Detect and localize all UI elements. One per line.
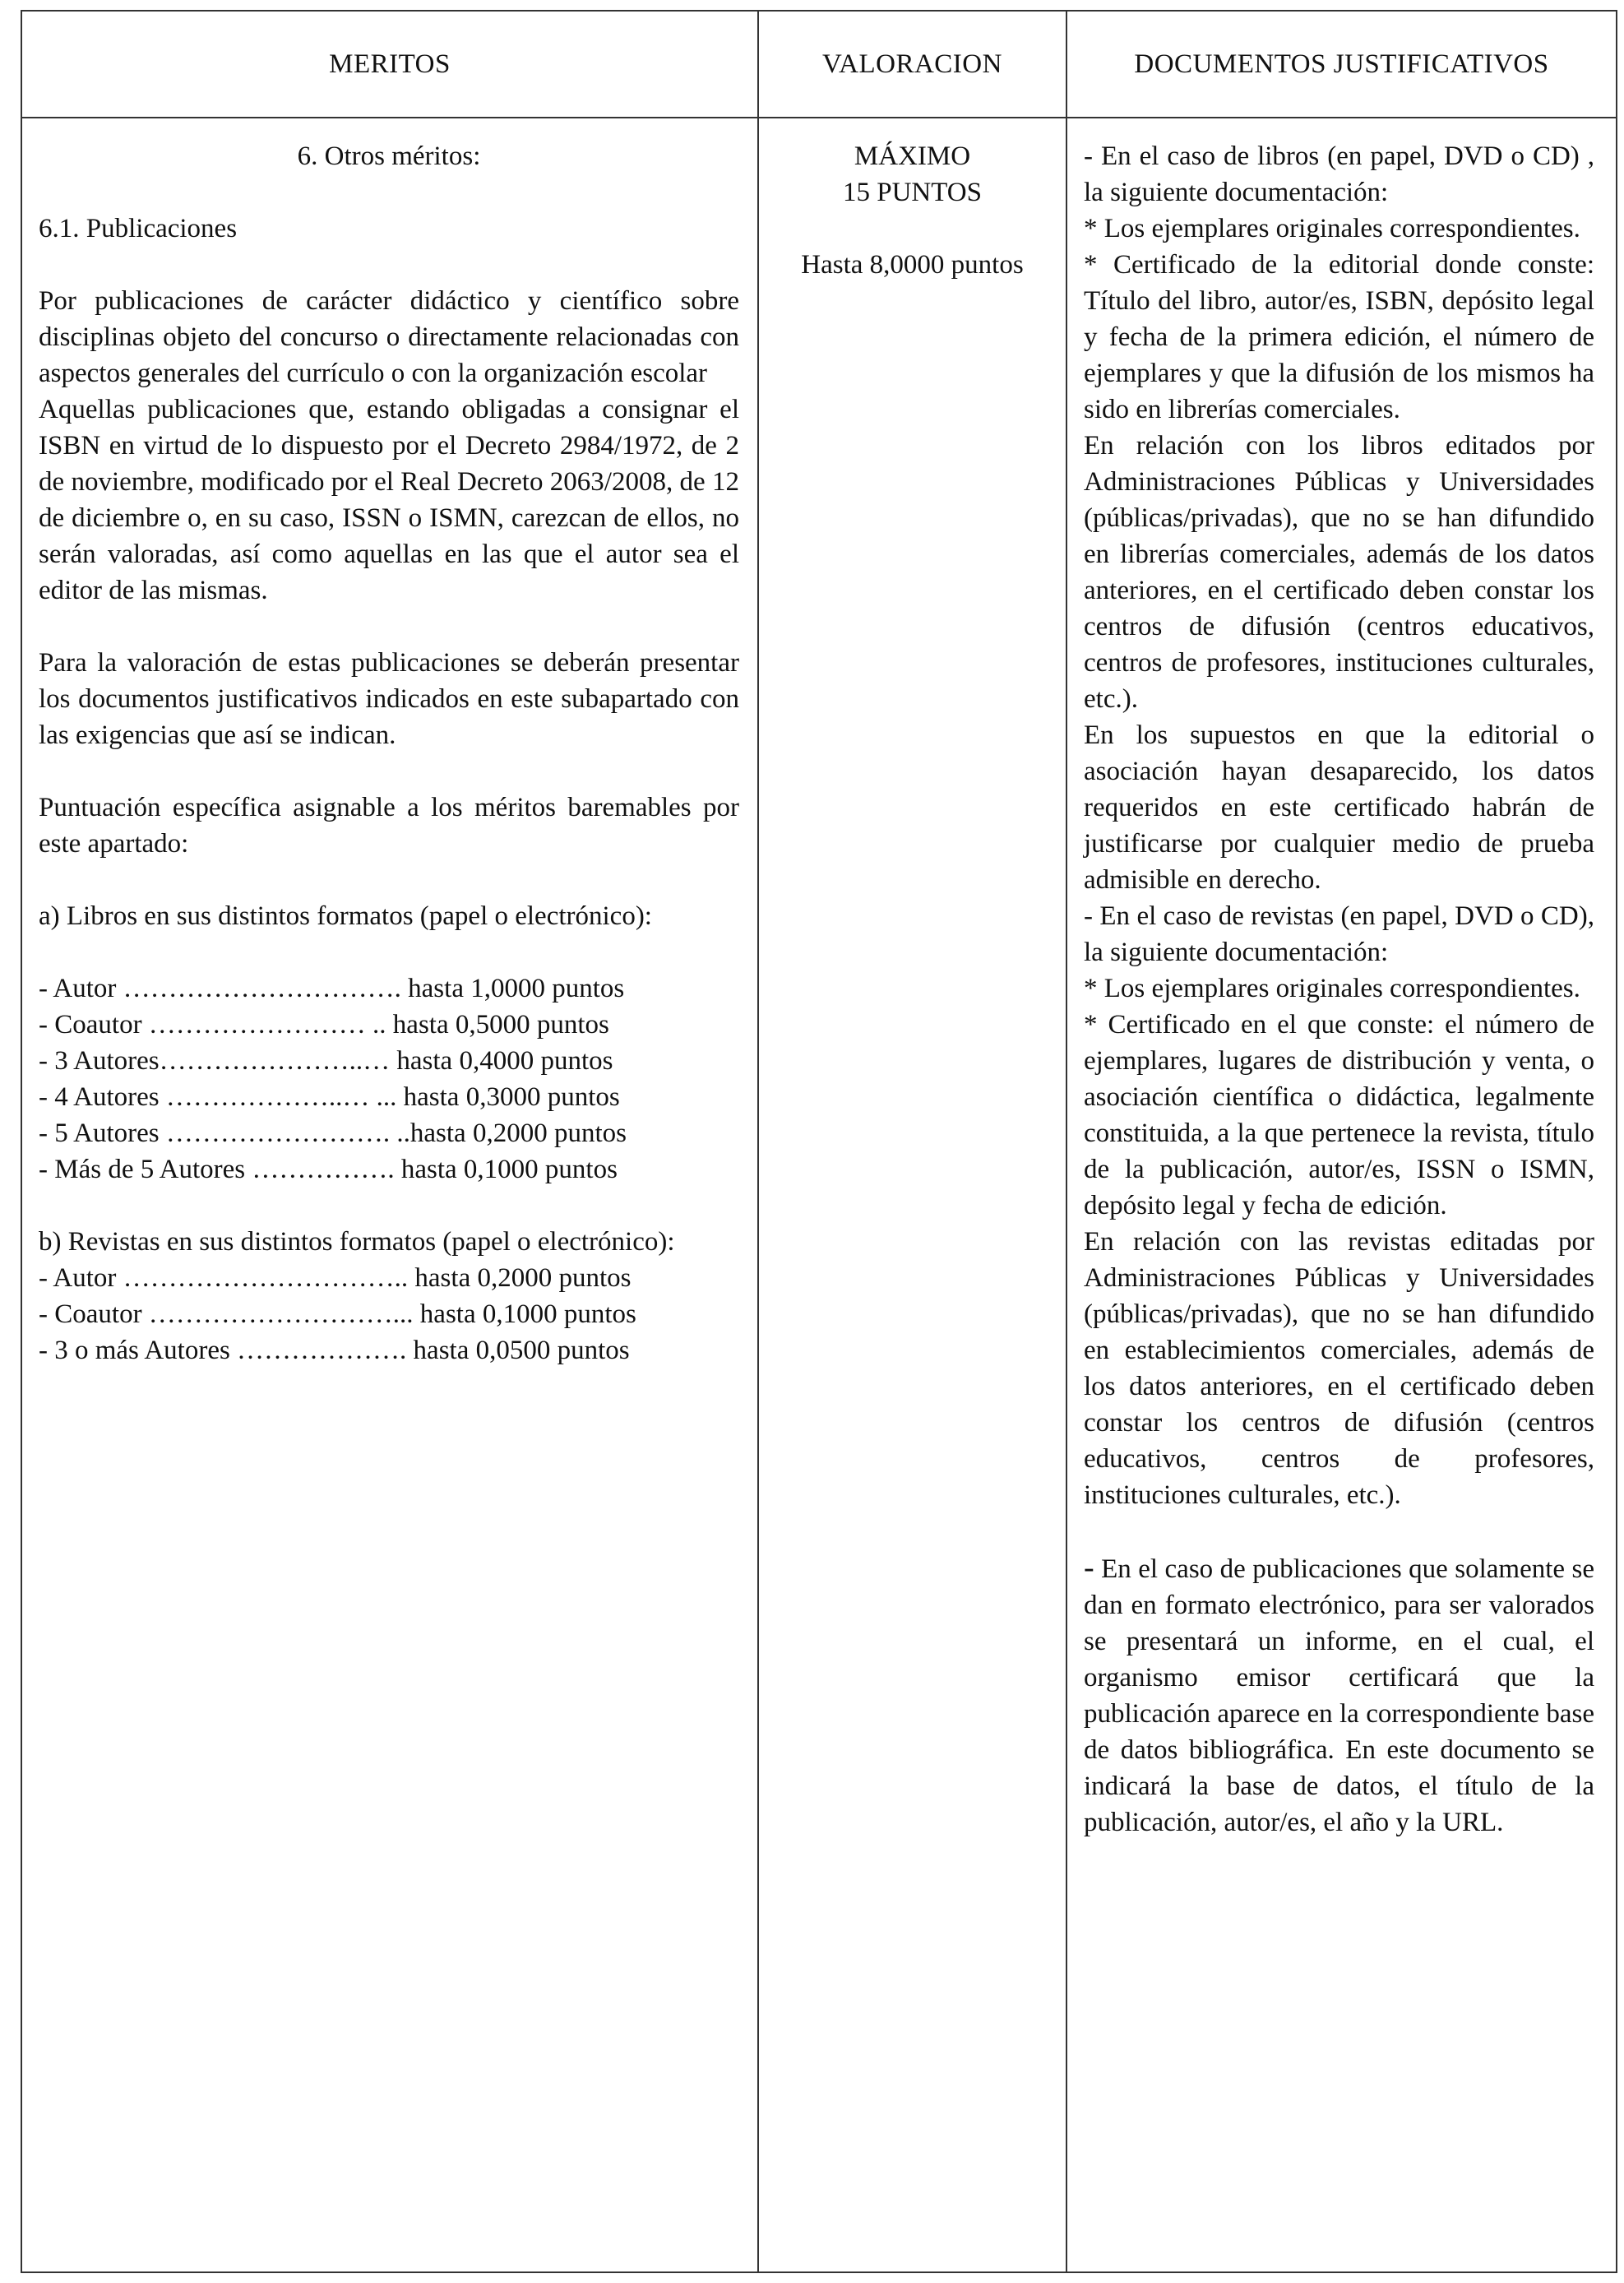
libros-certificado: * Certificado de la editorial donde conste: Título del libro, autor/es, ISBN, depósito legal y fecha de la primera edición, el número de ejemplares y que la difusión de los mismos ha sido en librerías comerciales. (1084, 250, 1594, 424)
libros-heading: a) Libros en sus distintos formatos (papel o electrónico): (39, 901, 652, 931)
libros-item-coautor: - Coautor …………………… .. hasta 0,5000 puntos (39, 1010, 609, 1040)
header-documentos: DOCUMENTOS JUSTIFICATIVOS (1066, 11, 1617, 118)
valoracion-note: Para la valoración de estas publicaciones se deberán presentar los documentos justificativos indicados en este subapartado con las exigencias que así se indican. (39, 648, 739, 750)
revistas-administraciones: En relación con las revistas editadas por Administraciones Públicas y Universidades (públicas/privadas), que no se han difundido en establecimientos comerciales, además de los datos anteriores, en el certificado deben constar los centros de difusión (centros educativos, centros de profesores, instituciones culturales, etc.). (1084, 1227, 1594, 1510)
electronico-dash: - (1084, 1550, 1094, 1585)
documentos-cell (1066, 118, 1617, 2272)
libros-intro: - En el caso de libros (en papel, DVD o CD) , la siguiente documentación: (1084, 141, 1594, 207)
valoracion-cell (758, 118, 1066, 2272)
revistas-item-coautor: - Coautor ………………………... hasta 0,1000 puntos (39, 1299, 636, 1329)
isbn-paragraph: Aquellas publicaciones que, estando obligadas a consignar el ISBN en virtud de lo dispuesto por el Decreto 2984/1972, de 2 de noviembre, modificado por el Real Decreto 2063/2008, de 12 de diciembre o, en su caso, ISSN o ISMN, carezcan de ellos, no serán valoradas, así como aquellas en las que el autor sea el editor de las mismas. (39, 395, 739, 605)
revistas-certificado: * Certificado en el que conste: el número de ejemplares, lugares de distribución y venta, o asociación científica o didáctica, legalmente constituida, a la que pertenece la revista, título de la publicación, autor/es, ISSN o ISMN, depósito legal y fecha de edición. (1084, 1010, 1594, 1220)
header-meritos: MERITOS (21, 11, 758, 118)
revistas-item-3-mas-autores: - 3 o más Autores ………………. hasta 0,0500 puntos (39, 1336, 630, 1365)
revistas-list (39, 1260, 739, 1368)
libros-list (39, 970, 739, 1188)
electronico-paragraph (1084, 1549, 1594, 1841)
header-valoracion: VALORACION (758, 11, 1066, 118)
hasta-puntos: Hasta 8,0000 puntos (801, 250, 1024, 280)
puntuacion-heading: Puntuación específica asignable a los méritos baremables por este apartado: (39, 793, 739, 859)
electronico-text: En el caso de publicaciones que solamente se dan en formato electrónico, para ser valorados se presentará un informe, en el cual, el organismo emisor certificará que la publicación aparece en la correspondiente base de datos bibliográfica. En este documento se indicará la base de datos, el título de la publicación, autor/es, el año y la URL. (1084, 1554, 1594, 1837)
libros-item-autor: - Autor …………………………. hasta 1,0000 puntos (39, 974, 625, 1003)
subsection-title: 6.1. Publicaciones (39, 214, 238, 243)
revistas-ejemplares: * Los ejemplares originales correspondientes. (1084, 974, 1580, 1003)
meritos-cell (21, 118, 758, 2272)
libros-item-4-autores: - 4 Autores ………………..… ... hasta 0,3000 puntos (39, 1082, 620, 1112)
revistas-intro: - En el caso de revistas (en papel, DVD o CD), la siguiente documentación: (1084, 901, 1594, 967)
libros-administraciones: En relación con los libros editados por Administraciones Públicas y Universidades (públicas/privadas), que no se han difundido en librerías comerciales, además de los datos anteriores, en el certificado deben constar los centros de difusión (centros educativos, centros de profesores, instituciones culturales, etc.). (1084, 431, 1594, 714)
intro-paragraph: Por publicaciones de carácter didáctico y científico sobre disciplinas objeto del concurso o directamente relacionadas con aspectos generales del currículo o con la organización escolar (39, 286, 739, 388)
maximo-label: MÁXIMO (854, 141, 971, 171)
libros-item-5-autores: - 5 Autores ……………………. ..hasta 0,2000 puntos (39, 1118, 627, 1148)
revistas-heading: b) Revistas en sus distintos formatos (papel o electrónico): (39, 1227, 675, 1257)
libros-item-3-autores: - 3 Autores…………………..… hasta 0,4000 puntos (39, 1046, 613, 1076)
libros-ejemplares: * Los ejemplares originales correspondientes. (1084, 214, 1580, 243)
libros-supuestos: En los supuestos en que la editorial o asociación hayan desaparecido, los datos requeridos en este certificado habrán de justificarse por cualquier medio de prueba admisible en derecho. (1084, 720, 1594, 895)
merits-table (21, 10, 1617, 2273)
libros-item-mas-5-autores: - Más de 5 Autores ……………. hasta 0,1000 puntos (39, 1155, 618, 1184)
content-row (21, 118, 1617, 2272)
revistas-item-autor: - Autor ………………………….. hasta 0,2000 puntos (39, 1263, 632, 1293)
section-title: 6. Otros méritos: (297, 141, 481, 171)
maximo-puntos: 15 PUNTOS (842, 178, 982, 207)
header-row (21, 11, 1617, 118)
